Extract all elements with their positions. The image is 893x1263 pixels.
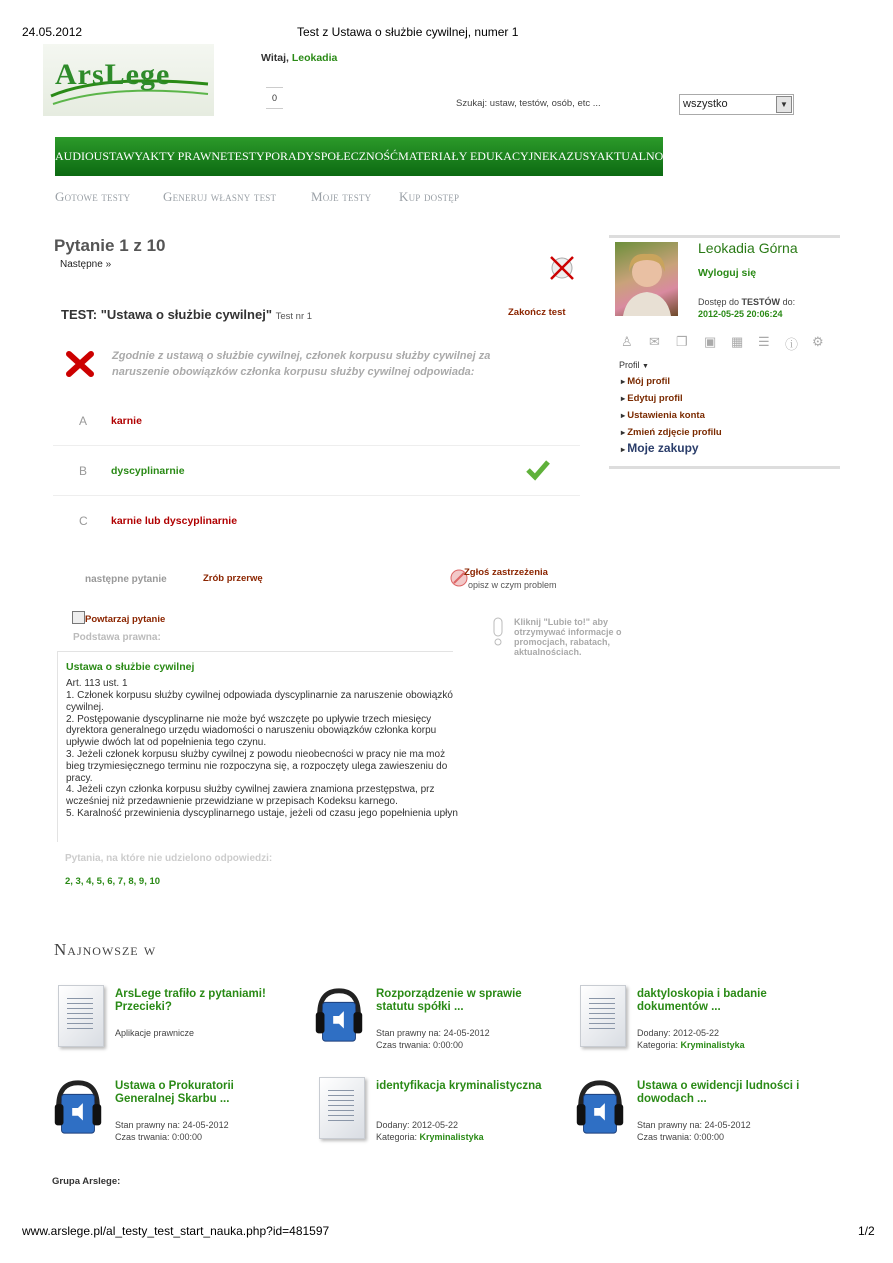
unanswered-list[interactable]: 2, 3, 4, 5, 6, 7, 8, 9, 10 (65, 876, 161, 887)
documents-icon[interactable]: ❐ (676, 334, 688, 349)
clock-cancel-icon[interactable] (548, 254, 576, 282)
news-title[interactable]: Rozporządzenie w sprawie statutu spółki ... (376, 988, 522, 1013)
gear-icon[interactable]: ⚙ (812, 334, 824, 349)
arrow-right-icon: ▸ (621, 445, 628, 454)
unanswered-label: Pytania, na które nie udzielono odpowiedzi: (65, 853, 273, 864)
access-label: Dostęp do (698, 297, 740, 307)
logo-text: ArsLege (55, 58, 171, 91)
question-text: Zgodnie z ustawą o służbie cywilnej, członek korpusu służby cywilnej za naruszenie obowiązków członka korpusu służby cywilnej odpowiada: (112, 350, 491, 378)
greeting (261, 52, 337, 64)
news-meta-label: Czas trwania: 0:00:00 (637, 1132, 725, 1142)
menu-account-settings[interactable]: ▸ Ustawienia konta (621, 410, 705, 421)
news-item[interactable] (52, 985, 302, 1065)
law-line: 4. Jeżeli czyn członka korpusu służby cywilnej zawiera znamiona przestępstwa, prz (66, 784, 435, 796)
law-line: 2. Postępowanie dyscyplinarne nie może być wszczęte po upływie trzech miesięcy (66, 713, 432, 725)
photo-icon[interactable]: ▣ (704, 334, 717, 349)
table-icon[interactable]: ▦ (731, 334, 744, 349)
chevron-down-icon[interactable]: ▼ (776, 96, 792, 113)
access-label-2: do: (782, 297, 796, 307)
main-nav (55, 137, 682, 176)
nav-item-4[interactable]: PORADY (264, 149, 315, 163)
news-meta: Stan prawny na: 24-05-2012 (637, 1120, 751, 1130)
news-title[interactable]: ArsLege trafiło z pytaniami! Przecieki? (115, 988, 266, 1013)
law-line: bieg trzymiesięcznego terminu nie rozpoczyna się, a rozpoczęty ulega zawieszeniu do (66, 760, 448, 772)
answer-c[interactable] (53, 496, 580, 545)
user-name[interactable]: Leokadia Górna (698, 240, 798, 256)
group-label: Grupa Arslege: (52, 1176, 121, 1187)
wrong-x-icon (65, 350, 97, 378)
finish-test-link[interactable]: Zakończ test (508, 307, 566, 318)
next-question-button[interactable]: następne pytanie (85, 574, 167, 585)
answer-text: karnie lub dyscyplinarnie (111, 515, 238, 527)
news-item[interactable] (574, 1077, 824, 1157)
news-meta-2 (637, 1131, 724, 1143)
news-title[interactable]: daktyloskopia i badanie dokumentów ... (637, 988, 767, 1013)
news-category[interactable]: Kryminalistyka (419, 1132, 484, 1142)
print-title: Test z Ustawa o służbie cywilnej, numer 1 (297, 25, 519, 39)
answer-text: dyscyplinarnie (111, 465, 185, 477)
chevron-down-icon: ▼ (642, 363, 649, 370)
nav-item-0[interactable]: AUDIO (55, 149, 94, 163)
user-icon[interactable]: ♙ (621, 334, 633, 349)
test-title-text: TEST: "Ustawa o służbie cywilnej" (61, 307, 272, 322)
info-icon[interactable]: ⓘ (785, 337, 799, 352)
news-title[interactable]: Ustawa o ewidencji ludności i dowodach ... (637, 1080, 800, 1105)
next-link[interactable]: Następne » (60, 259, 112, 270)
list-icon[interactable]: ☰ (758, 334, 770, 349)
access-date: 2012-05-25 20:06:24 (698, 309, 783, 319)
menu-my-profile[interactable]: ▸ Mój profil (621, 376, 670, 387)
subnav-gotowe-testy[interactable]: Gotowe testy (55, 189, 131, 204)
answer-text: karnie (111, 415, 142, 427)
question-counter: Pytanie 1 z 10 (54, 236, 166, 255)
menu-edit-profile[interactable]: ▸ Edytuj profil (621, 393, 683, 404)
repeat-label[interactable]: Powtarzaj pytanie (85, 614, 166, 625)
document-thumbnail-icon (580, 985, 626, 1047)
print-page: 1/2 (858, 1224, 875, 1238)
exclamation-icon (491, 617, 505, 647)
search-scope-select[interactable] (679, 94, 794, 115)
arslege-logo[interactable] (43, 44, 214, 116)
mail-icon[interactable]: ✉ (649, 334, 660, 349)
news-meta-label: Kategoria: (376, 1132, 418, 1142)
law-line: 5. Karalność przewinienia dyscyplinarnego ustaje, jeżeli od czasu jego popełnienia upłyn (66, 807, 458, 819)
law-line: wcześniej niż przedawnienie przewidziane w przepisach Kodeksu karnego. (66, 796, 398, 808)
news-meta: Dodany: 2012-05-22 (376, 1120, 459, 1130)
news-meta: Stan prawny na: 24-05-2012 (376, 1028, 490, 1038)
nav-item-5[interactable]: SPOŁECZNOŚĆ (314, 149, 399, 163)
news-title[interactable]: Ustawa o Prokuratorii Generalnej Skarbu ... (115, 1080, 234, 1105)
access-info (698, 297, 795, 307)
repeat-checkbox[interactable] (72, 611, 85, 624)
answer-letter: B (79, 464, 88, 478)
report-sub: opisz w czym problem (468, 580, 557, 590)
greeting-prefix: Witaj, (261, 52, 289, 64)
report-link[interactable]: Zgłoś zastrzeżenia (464, 567, 548, 578)
law-line: cywilnej. (66, 701, 104, 713)
news-item[interactable] (313, 1077, 563, 1157)
document-thumbnail-icon (319, 1077, 365, 1139)
search-scope-value: wszystko (683, 98, 728, 110)
logout-link[interactable]: Wyloguj się (698, 267, 757, 279)
nav-item-1[interactable]: USTAWY (93, 149, 142, 163)
subnav-kup-dostep[interactable]: Kup dostęp (399, 189, 460, 204)
audio-thumbnail-icon (313, 985, 365, 1045)
news-meta-2 (376, 1039, 463, 1051)
answer-letter: A (79, 414, 88, 428)
nav-item-7[interactable]: KAZUSY (549, 149, 597, 163)
nav-item-2[interactable]: AKTY PRAWNE (141, 149, 228, 163)
audio-thumbnail-icon (52, 1077, 104, 1137)
law-title[interactable]: Ustawa o służbie cywilnej (66, 661, 195, 673)
profile-label: Profil (619, 360, 640, 370)
law-line: upływie dwóch lat od popełnienia tego czynu. (66, 737, 267, 749)
answer-letter: C (79, 514, 88, 528)
like-box-text[interactable]: Kliknij "Lubie to!" aby otrzymywać informacje o promocjach, rabatach, aktualnościach. (514, 617, 622, 657)
user-sidebar (609, 235, 840, 469)
subnav-moje-testy[interactable]: Moje testy (311, 189, 372, 204)
legal-basis-label: Podstawa prawna: (73, 632, 161, 643)
news-meta: Stan prawny na: 24-05-2012 (115, 1120, 229, 1130)
news-meta-label: Czas trwania: 0:00:00 (115, 1132, 203, 1142)
news-item[interactable] (574, 985, 824, 1065)
news-item[interactable] (52, 1077, 302, 1157)
news-meta: Aplikacje prawnicze (115, 1028, 195, 1038)
nav-item-6[interactable]: MATERIAŁY EDUKACYJNE (398, 149, 550, 163)
answer-a[interactable] (53, 396, 580, 446)
print-date: 24.05.2012 (22, 25, 83, 39)
subnav-generuj[interactable]: Generuj własny test (163, 189, 277, 204)
audio-thumbnail-icon (574, 1077, 626, 1137)
news-meta-label: Kategoria: (637, 1040, 679, 1050)
news-meta-2 (637, 1039, 745, 1051)
my-purchases-link[interactable] (621, 441, 699, 455)
avatar[interactable] (615, 242, 678, 316)
news-meta-2 (115, 1131, 202, 1143)
law-article: Art. 113 ust. 1 (66, 678, 128, 689)
law-line: pracy. (66, 772, 93, 784)
law-line: 3. Jeżeli członek korpusu służby cywilnej z powodu nieobecności w pracy nie ma moż (66, 748, 446, 760)
profile-dropdown[interactable] (619, 360, 649, 370)
print-url: www.arslege.pl/al_testy_test_start_nauka.php?id=481597 (22, 1224, 330, 1238)
test-number: Test nr 1 (275, 311, 313, 322)
search-input[interactable]: Szukaj: ustaw, testów, osób, etc ... (456, 98, 601, 109)
news-category[interactable]: Kryminalistyka (680, 1040, 745, 1050)
test-title (61, 307, 312, 322)
law-line: dyrektora generalnego urzędu wiadomości o naruszeniu obowiązków członka korpu (66, 725, 437, 737)
law-line: 1. Członek korpusu służby cywilnej odpowiada dyscyplinarnie za naruszenie obowiązkó (66, 690, 453, 701)
nav-item-3[interactable]: TESTY (227, 149, 265, 163)
menu-change-photo[interactable]: ▸ Zmień zdjęcie profilu (621, 427, 722, 438)
law-text (66, 690, 458, 820)
news-title[interactable]: identyfikacja kryminalistyczna (376, 1080, 542, 1092)
answer-b[interactable] (53, 446, 580, 496)
newest-heading: Najnowsze w (54, 940, 157, 959)
cart-count[interactable]: 0 (266, 87, 283, 109)
access-label-bold: TESTÓW (741, 297, 781, 307)
news-meta-2 (376, 1131, 484, 1143)
document-thumbnail-icon (58, 985, 104, 1047)
my-purchases-label: Moje zakupy (627, 441, 699, 455)
greeting-name[interactable]: Leokadia (291, 52, 338, 64)
checkmark-icon (525, 458, 551, 482)
news-meta: Dodany: 2012-05-22 (637, 1028, 720, 1038)
news-item[interactable] (313, 985, 563, 1065)
break-button[interactable]: Zrób przerwę (203, 573, 263, 584)
law-excerpt (57, 651, 458, 842)
news-meta-label: Czas trwania: 0:00:00 (376, 1040, 464, 1050)
nav-item-8[interactable]: AKTUALNOŚCI (596, 149, 682, 163)
